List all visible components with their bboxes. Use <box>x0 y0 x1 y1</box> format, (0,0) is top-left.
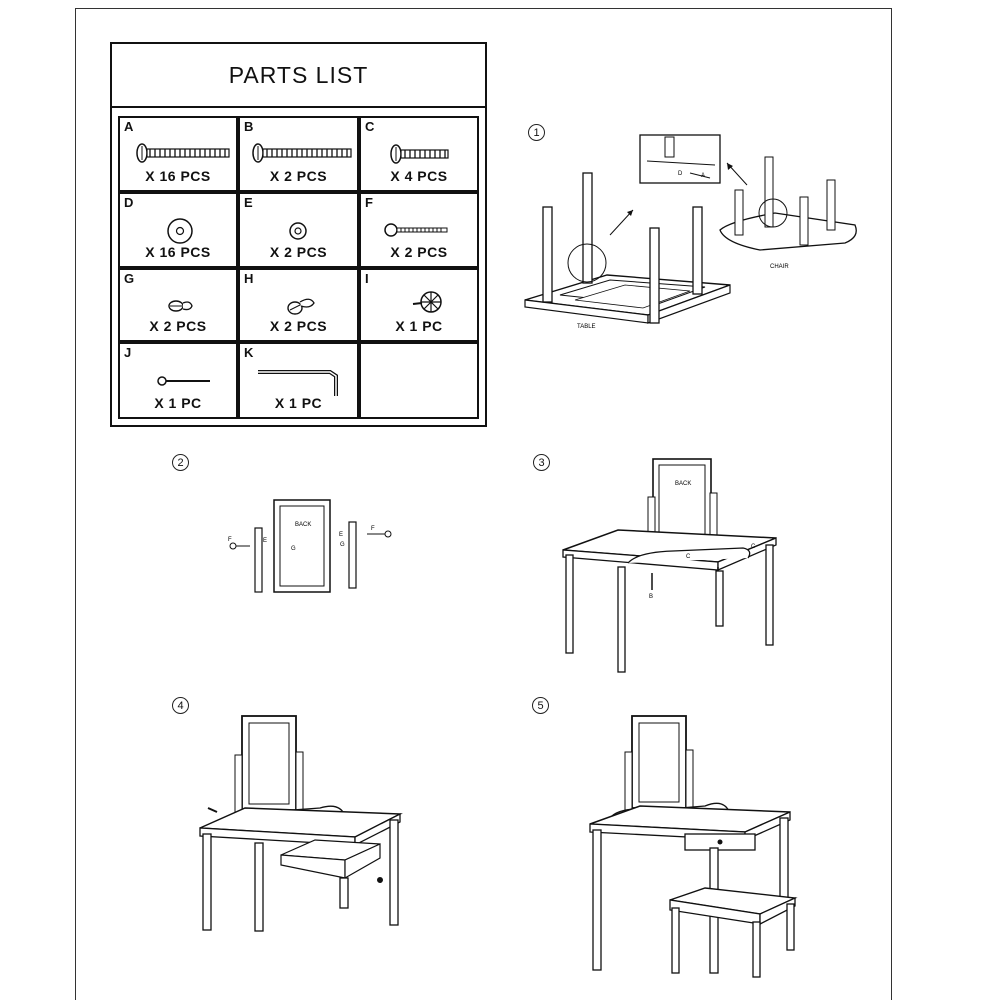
step-number-2: 2 <box>172 454 189 471</box>
part-quantity: X 2 PCS <box>269 318 328 334</box>
step-4-diagram <box>195 710 410 935</box>
part-quantity: X 16 PCS <box>145 244 211 260</box>
part-quantity: X 1 PC <box>395 318 443 334</box>
part-letter: G <box>124 271 135 286</box>
part-quantity: X 4 PCS <box>390 168 448 184</box>
part-cell-b <box>238 116 359 192</box>
step-5-diagram <box>585 710 800 982</box>
part-cell-d <box>118 192 238 268</box>
step-2-label-g-left: G <box>291 546 296 552</box>
part-quantity: X 2 PCS <box>390 244 448 260</box>
parts-list-table <box>110 42 487 427</box>
part-letter: K <box>244 345 254 360</box>
step-2-label-e-left: E <box>263 538 268 544</box>
part-quantity: X 1 PC <box>274 395 323 411</box>
part-quantity: X 2 PCS <box>149 318 207 334</box>
step-3-label-b: B <box>649 594 654 600</box>
part-cell-c <box>359 116 479 192</box>
part-cell-k <box>238 342 359 419</box>
part-cell-i <box>359 268 479 342</box>
step-number-3: 3 <box>533 454 550 471</box>
step-number-4: 4 <box>172 697 189 714</box>
part-letter: H <box>244 271 254 286</box>
detail-label-d: D <box>678 171 683 177</box>
part-cell-h <box>238 268 359 342</box>
step-number-5: 5 <box>532 697 549 714</box>
step-2-diagram <box>222 494 402 606</box>
step-3-back-label: BACK <box>675 481 692 487</box>
part-quantity: X 2 PCS <box>269 244 328 260</box>
part-cell-empty <box>359 342 479 419</box>
mirror-back-label: BACK <box>295 522 312 528</box>
step-2-label-f-right: F <box>371 526 375 532</box>
part-letter: C <box>365 119 375 134</box>
part-letter: I <box>365 271 369 286</box>
step-number-1: 1 <box>528 124 545 141</box>
part-quantity: X 16 PCS <box>145 168 211 184</box>
part-cell-f <box>359 192 479 268</box>
part-quantity: X 2 PCS <box>269 168 328 184</box>
part-cell-g <box>118 268 238 342</box>
part-letter: A <box>124 119 134 134</box>
part-letter: B <box>244 119 254 134</box>
chair-label: CHAIR <box>770 264 789 270</box>
step-3-label-c-right: C <box>751 544 756 550</box>
parts-list-title: PARTS LIST <box>112 44 485 108</box>
part-letter: F <box>365 195 373 210</box>
part-letter: D <box>124 195 134 210</box>
step-3-diagram <box>558 455 788 680</box>
step-2-label-f-left: F <box>228 537 232 543</box>
step-2-label-e-right: E <box>339 532 344 538</box>
part-quantity: X 1 PC <box>154 395 202 411</box>
part-letter: E <box>244 195 253 210</box>
step-3-label-c-left: C <box>686 554 691 560</box>
part-cell-j <box>118 342 238 419</box>
part-cell-e <box>238 192 359 268</box>
step-1-diagram <box>515 125 865 335</box>
part-cell-a <box>118 116 238 192</box>
step-2-label-g-right: G <box>340 542 345 548</box>
part-letter: J <box>124 345 132 360</box>
table-label: TABLE <box>577 324 596 330</box>
